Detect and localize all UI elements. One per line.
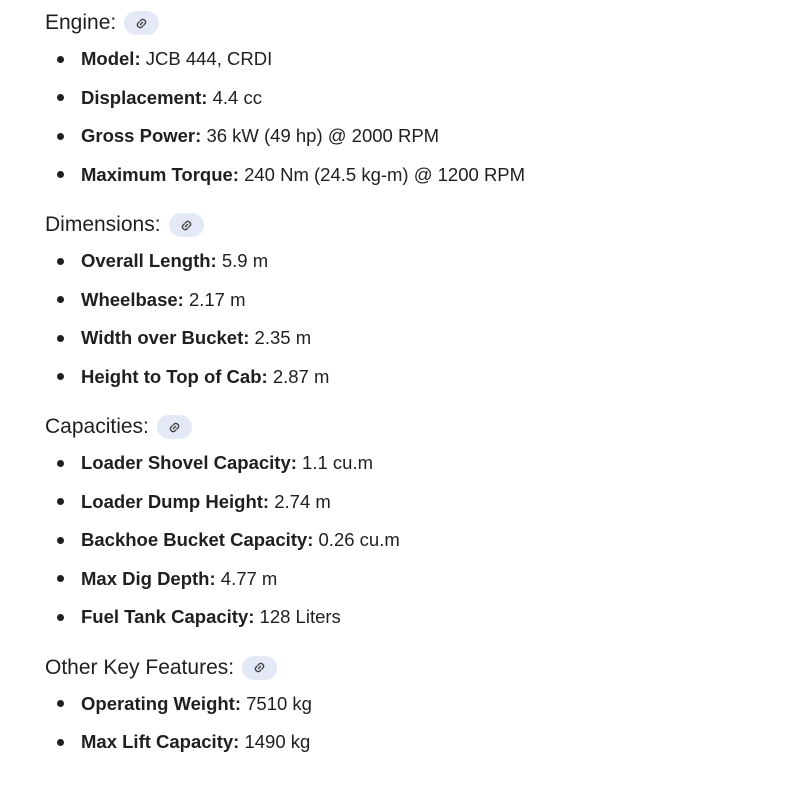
spec-label: Maximum Torque: — [81, 163, 239, 185]
section-title: Capacities: — [45, 415, 149, 438]
spec-label: Fuel Tank Capacity: — [81, 606, 255, 628]
bullet — [57, 296, 64, 303]
source-link-button[interactable] — [169, 213, 204, 237]
list-item — [45, 319, 785, 358]
bullet — [57, 133, 64, 140]
other-features-spec-list — [45, 685, 785, 762]
spec-label: Wheelbase: — [81, 288, 184, 310]
spec-label: Loader Dump Height: — [81, 490, 270, 512]
section-heading-other-key-features — [45, 653, 785, 683]
spec-value: 2.17 m — [188, 288, 246, 310]
spec-value: 2.35 m — [254, 327, 312, 349]
bullet — [57, 739, 64, 746]
spec-label: Height to Top of Cab: — [81, 365, 268, 387]
bullet — [57, 94, 64, 101]
spec-value: 5.9 m — [221, 250, 269, 272]
spec-value: 4.4 cc — [212, 86, 262, 108]
bullet — [57, 700, 64, 707]
bullet — [57, 171, 64, 178]
list-item — [45, 242, 785, 281]
spec-label: Operating Weight: — [81, 692, 241, 714]
bullet — [57, 537, 64, 544]
bullet — [57, 460, 64, 467]
spec-label: Backhoe Bucket Capacity: — [81, 529, 314, 551]
spec-label: Displacement: — [81, 86, 208, 108]
spec-value: 2.87 m — [272, 365, 330, 387]
list-item — [45, 521, 785, 560]
spec-value: 1490 kg — [244, 731, 311, 753]
list-item — [45, 79, 785, 118]
source-link-button[interactable] — [157, 415, 192, 439]
bullet — [57, 575, 64, 582]
spec-value: 128 Liters — [259, 606, 341, 628]
section-title: Dimensions: — [45, 213, 161, 236]
bullet — [57, 614, 64, 621]
link-icon — [168, 421, 181, 434]
section-title: Engine: — [45, 11, 117, 34]
bullet — [57, 56, 64, 63]
list-item — [45, 117, 785, 156]
spec-value: 7510 kg — [246, 692, 312, 714]
capacities-spec-list — [45, 444, 785, 637]
source-link-button[interactable] — [124, 11, 159, 35]
spec-label: Model: — [81, 48, 141, 70]
list-item — [45, 598, 785, 637]
section-heading-capacities — [45, 412, 785, 442]
list-item — [45, 444, 785, 483]
list-item — [45, 40, 785, 79]
dimensions-spec-list — [45, 242, 785, 396]
spec-label: Max Dig Depth: — [81, 567, 216, 589]
spec-label: Max Lift Capacity: — [81, 731, 240, 753]
spec-value: 1.1 cu.m — [302, 452, 373, 474]
spec-content — [45, 8, 785, 762]
list-item — [45, 281, 785, 320]
list-item — [45, 560, 785, 599]
spec-value: 4.77 m — [220, 567, 278, 589]
spec-label: Gross Power: — [81, 125, 202, 147]
spec-label: Width over Bucket: — [81, 327, 250, 349]
section-heading-dimensions — [45, 210, 785, 240]
bullet — [57, 498, 64, 505]
spec-value: 0.26 cu.m — [318, 529, 400, 551]
spec-value: JCB 444, CRDI — [145, 48, 273, 70]
link-icon — [180, 219, 193, 232]
spec-value: 240 Nm (24.5 kg-m) @ 1200 RPM — [244, 163, 526, 185]
list-item — [45, 156, 785, 195]
spec-value: 2.74 m — [274, 490, 331, 512]
spec-label: Overall Length: — [81, 250, 217, 272]
engine-spec-list — [45, 40, 785, 194]
spec-value: 36 kW (49 hp) @ 2000 RPM — [206, 125, 440, 147]
list-item — [45, 358, 785, 397]
section-heading-engine — [45, 8, 785, 38]
link-icon — [253, 661, 266, 674]
list-item — [45, 685, 785, 724]
list-item — [45, 723, 785, 762]
list-item — [45, 483, 785, 522]
bullet — [57, 373, 64, 380]
bullet — [57, 258, 64, 265]
link-icon — [135, 17, 148, 30]
source-link-button[interactable] — [242, 656, 277, 680]
spec-label: Loader Shovel Capacity: — [81, 452, 297, 474]
bullet — [57, 335, 64, 342]
section-title: Other Key Features: — [45, 655, 235, 679]
